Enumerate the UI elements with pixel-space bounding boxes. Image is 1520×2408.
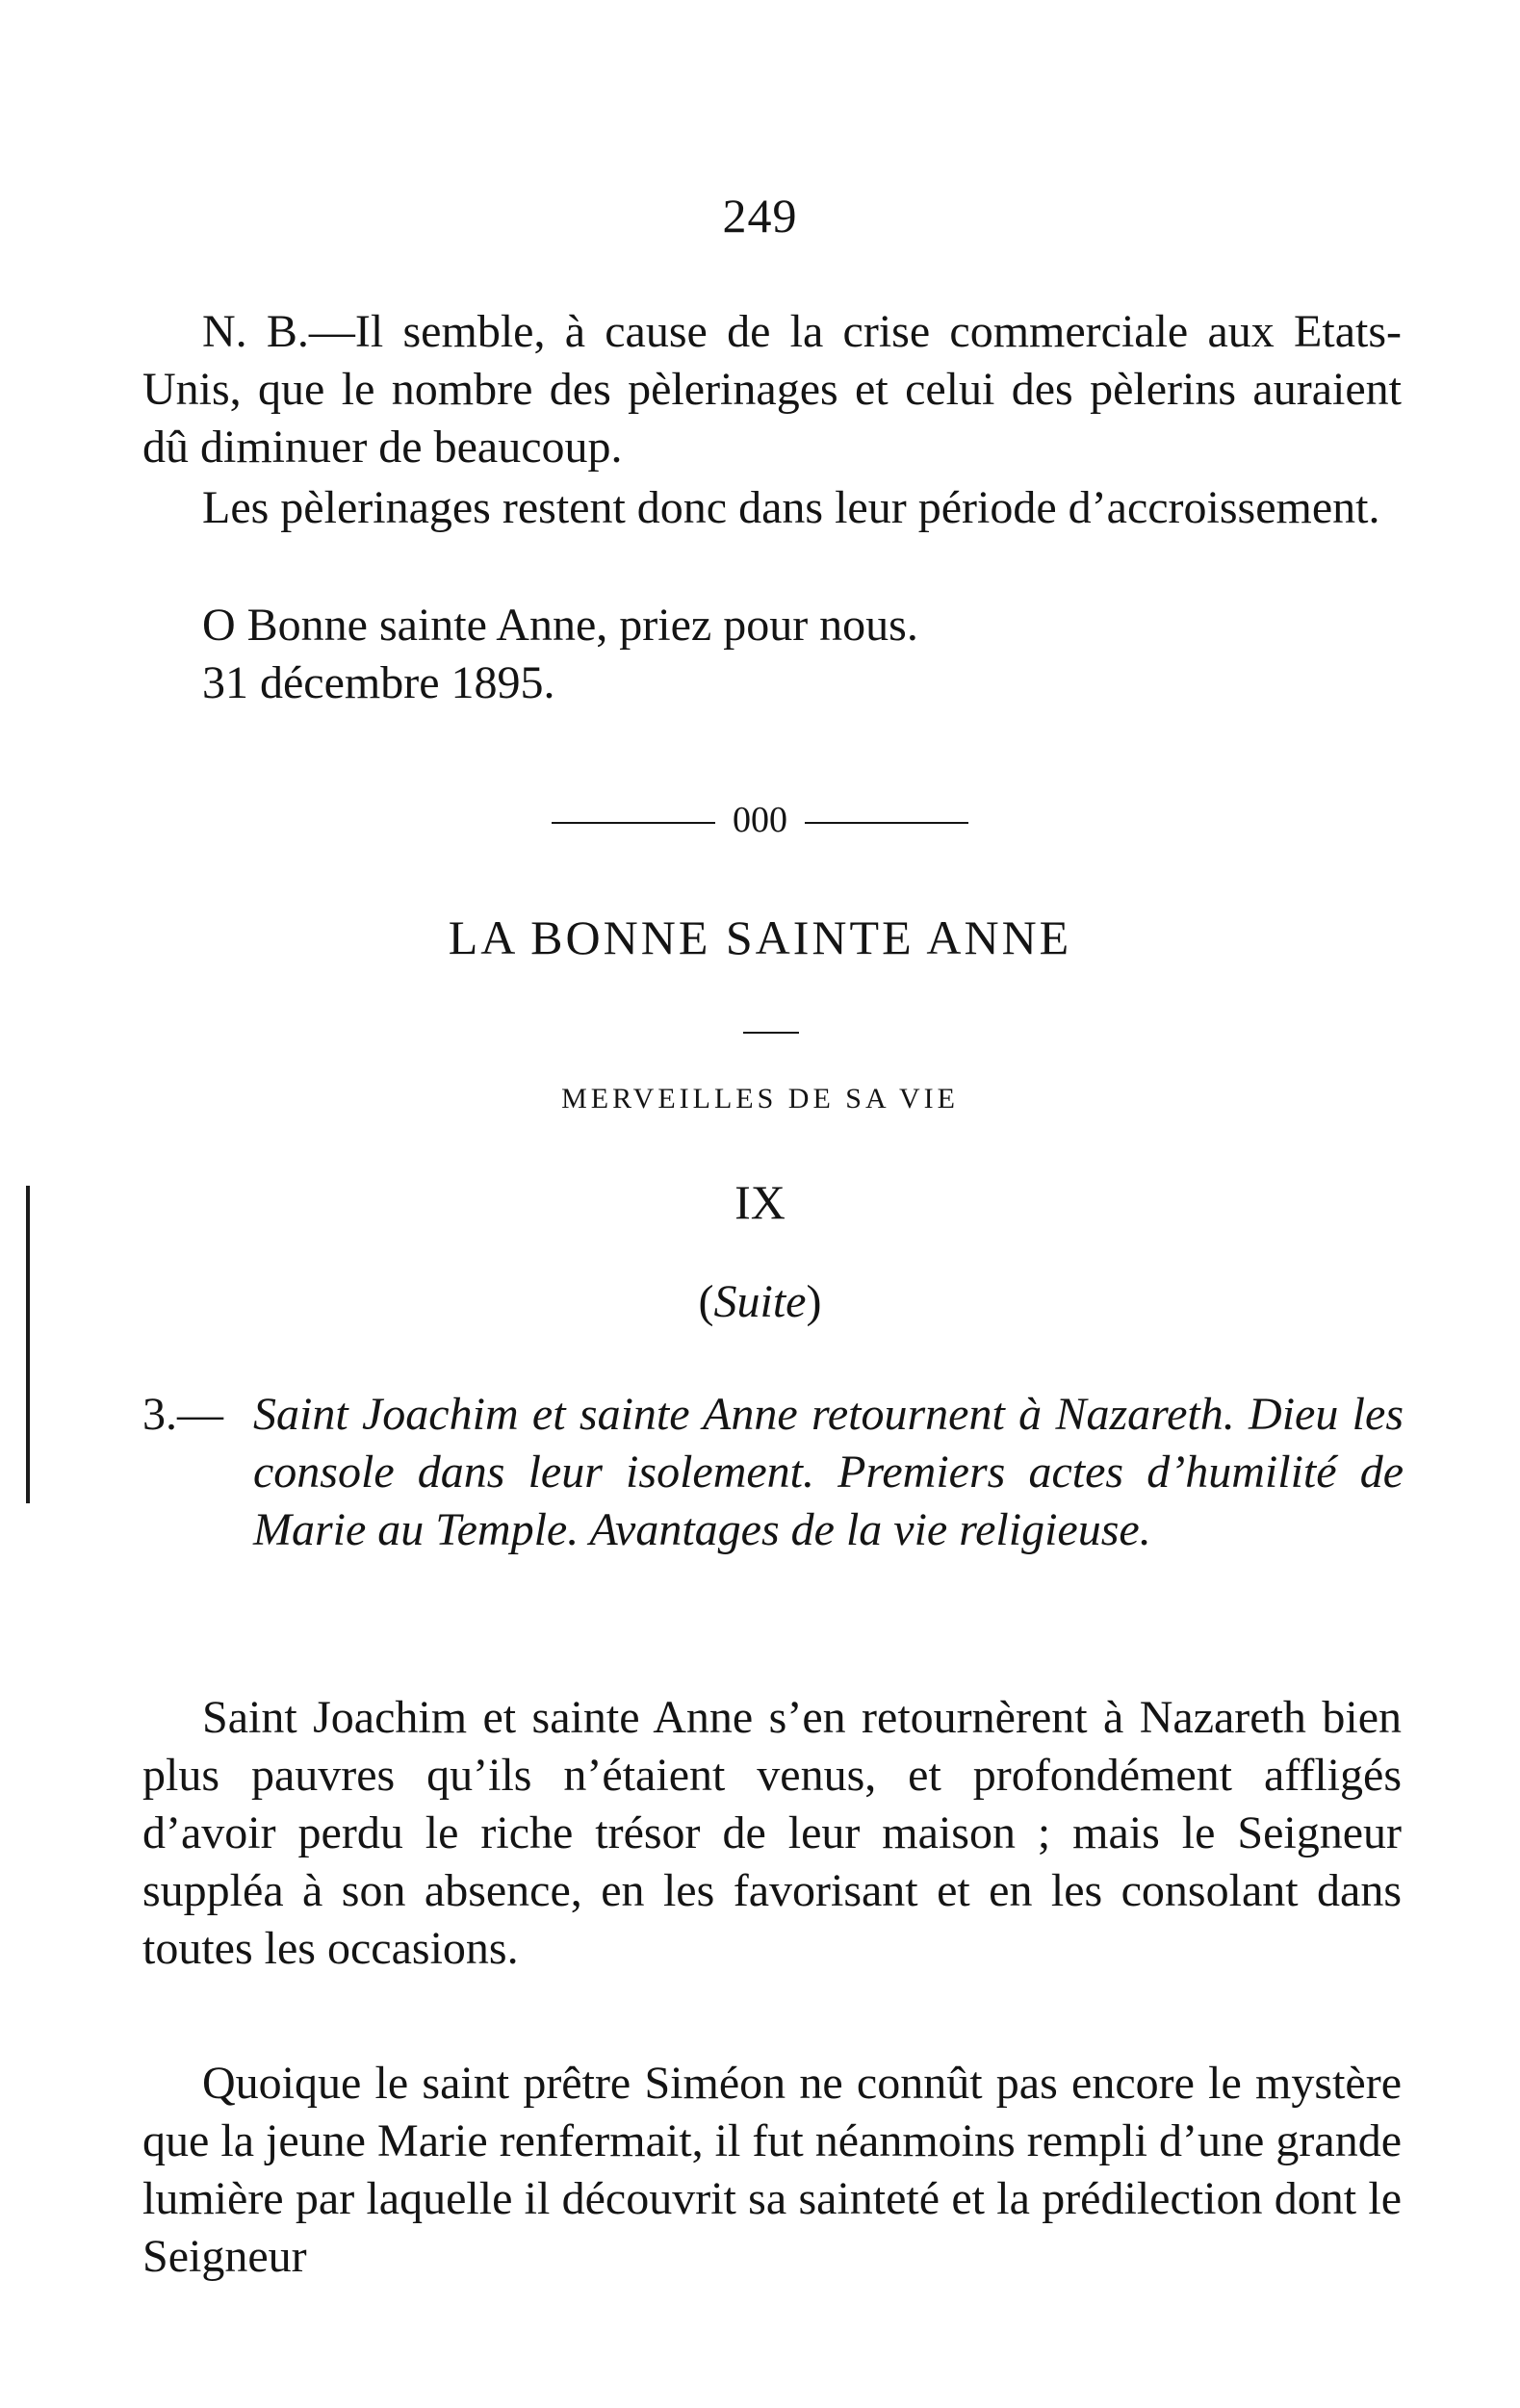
section-heading — [142, 1386, 1404, 1559]
heading-number: 3.— — [142, 1389, 223, 1440]
separator-rule-left — [552, 822, 715, 824]
separator-text: 000 — [733, 800, 787, 840]
heading-text: Saint Joachim et sainte Anne retournent à Nazareth. Dieu les console dans leur isolement. Premiers actes d’humilité de Marie au Temple. Avantages de la vie religieuse. — [253, 1389, 1404, 1555]
chapter-number: IX — [734, 1175, 786, 1229]
body-paragraph-2: Quoique le saint prêtre Siméon ne connût pas encore le mystère que la jeune Marie renfermait, il fut néanmoins rempli d’une grande lumière par laquelle il découvrit sa sainteté et la prédilection dont le Seigneur — [142, 2058, 1402, 2282]
invocation-line: O Bonne sainte Anne, priez pour nous. — [202, 600, 918, 651]
title-rule — [743, 1032, 799, 1034]
article-title: LA BONNE SAINTE ANNE — [448, 910, 1072, 964]
separator-rule-right — [805, 822, 968, 824]
body-paragraph-1: Saint Joachim et sainte Anne s’en retournèrent à Nazareth bien plus pauvres qu’ils n’étaient venus, et profondément affligés d’avoir perdu le riche trésor de leur maison ; mais le Seigneur suppléa à son absence, en les favorisant et en les consolant dans toutes les occasions. — [142, 1692, 1402, 1974]
nb-paragraph: N. B.—Il semble, à cause de la crise commerciale aux Etats-Unis, que le nombre des pèlerinages et celui des pèlerins auraient dû diminuer de beaucoup. — [142, 306, 1402, 473]
margin-mark — [26, 1186, 30, 1503]
page-number: 249 — [722, 189, 798, 243]
article-subtitle: MERVEILLES DE SA VIE — [561, 1083, 959, 1114]
suite-label: (Suite) — [698, 1276, 822, 1327]
accroissement-paragraph: Les pèlerinages restent donc dans leur période d’accroissement. — [202, 482, 1380, 533]
date-line: 31 décembre 1895. — [202, 657, 555, 708]
section-separator — [0, 801, 1520, 839]
suite-text: Suite — [713, 1276, 807, 1327]
